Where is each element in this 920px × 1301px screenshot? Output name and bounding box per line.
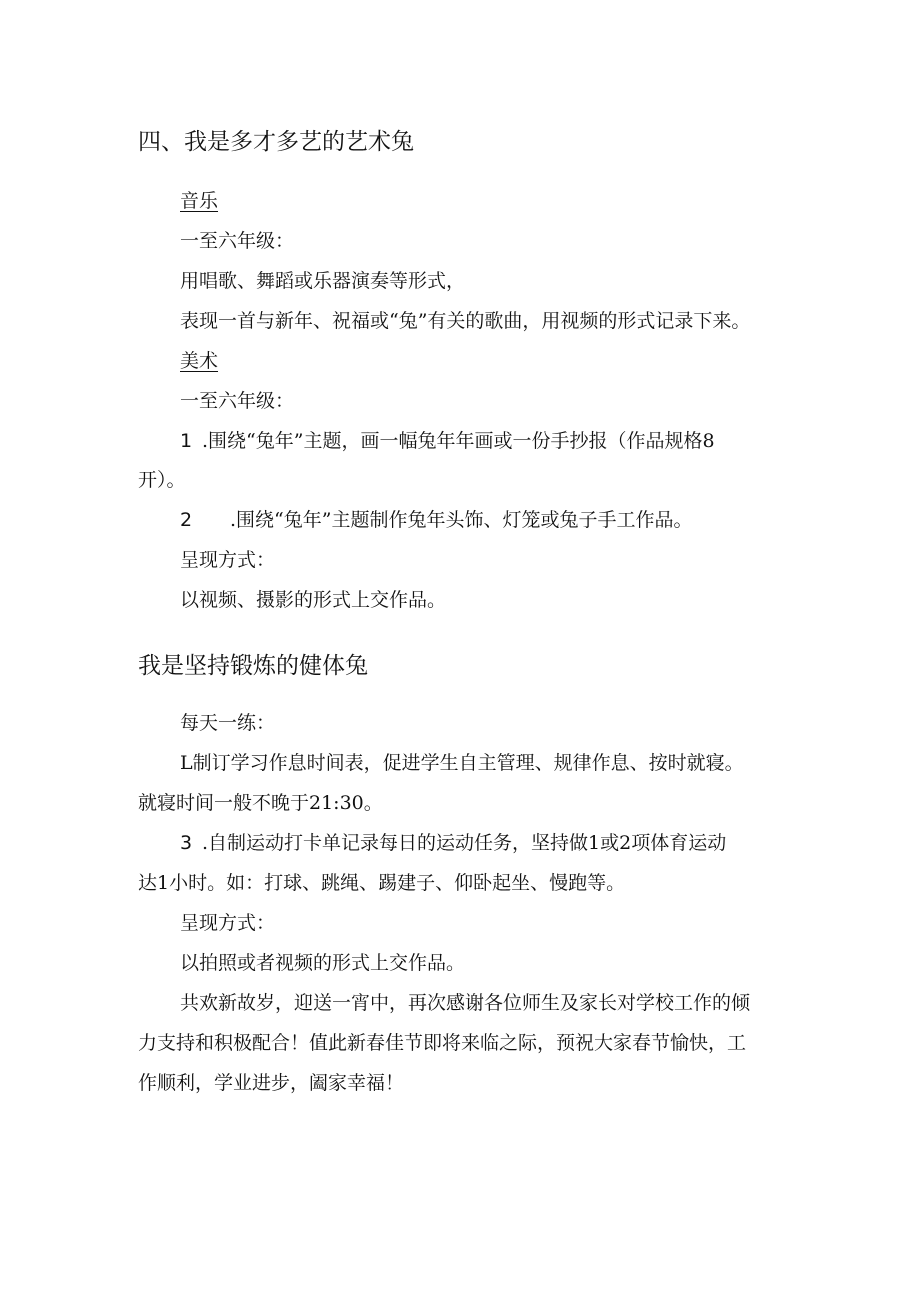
- closing-line-2: 力支持和积极配合！值此新春佳节即将来临之际，预祝大家春节愉快，工: [138, 1032, 747, 1054]
- section5-title: 我是坚持锻炼的健体兔: [138, 653, 368, 679]
- art-present-text: 以视频、摄影的形式上交作品。: [180, 589, 447, 611]
- art-item2-number: 2: [180, 509, 193, 531]
- art-item1-text: .围绕“兔年”主题，画一幅兔年年画或一份手抄报（作品规格8: [202, 430, 715, 452]
- exercise-item2-line2: 达1小时。如：打球、跳绳、踢建子、仰卧起坐、慢跑等。: [138, 872, 626, 894]
- art-item2-text: .围绕“兔年”主题制作兔年头饰、灯笼或兔子手工作品。: [230, 509, 693, 531]
- music-line-1: 用唱歌、舞蹈或乐器演奏等形式，: [180, 270, 466, 292]
- exercise-present-text: 以拍照或者视频的形式上交作品。: [180, 952, 466, 974]
- exercise-item1-line2: 就寝时间一般不晚于21:30。: [138, 792, 383, 814]
- art-grade: 一至六年级：: [180, 390, 295, 412]
- closing-line-3: 作顺利，学业进步，阖家幸福！: [138, 1072, 405, 1094]
- closing-line-1: 共欢新故岁，迎送一宵中，再次感谢各位师生及家长对学校工作的倾: [180, 992, 751, 1014]
- daily-label: 每天一练：: [180, 712, 276, 734]
- art-item1-continuation: 开）。: [138, 469, 186, 491]
- art-item1-number: 1: [180, 430, 193, 452]
- exercise-item1-line1: L制订学习作息时间表，促进学生自主管理、规律作息、按时就寝。: [180, 752, 744, 774]
- music-line-2: 表现一首与新年、祝福或“兔”有关的歌曲，用视频的形式记录下来。: [180, 310, 751, 332]
- section4-title: 四、我是多才多艺的艺术兔: [138, 129, 414, 155]
- music-label: 音乐: [180, 190, 219, 212]
- exercise-item2-line1: .自制运动打卡单记录每日的运动任务，坚持做1或2项体育运动: [202, 832, 727, 854]
- art-label: 美术: [180, 350, 219, 372]
- art-present-label: 呈现方式：: [180, 549, 276, 571]
- exercise-present-label: 呈现方式：: [180, 912, 276, 934]
- music-grade: 一至六年级：: [180, 230, 295, 252]
- exercise-item2-number: 3: [180, 832, 193, 854]
